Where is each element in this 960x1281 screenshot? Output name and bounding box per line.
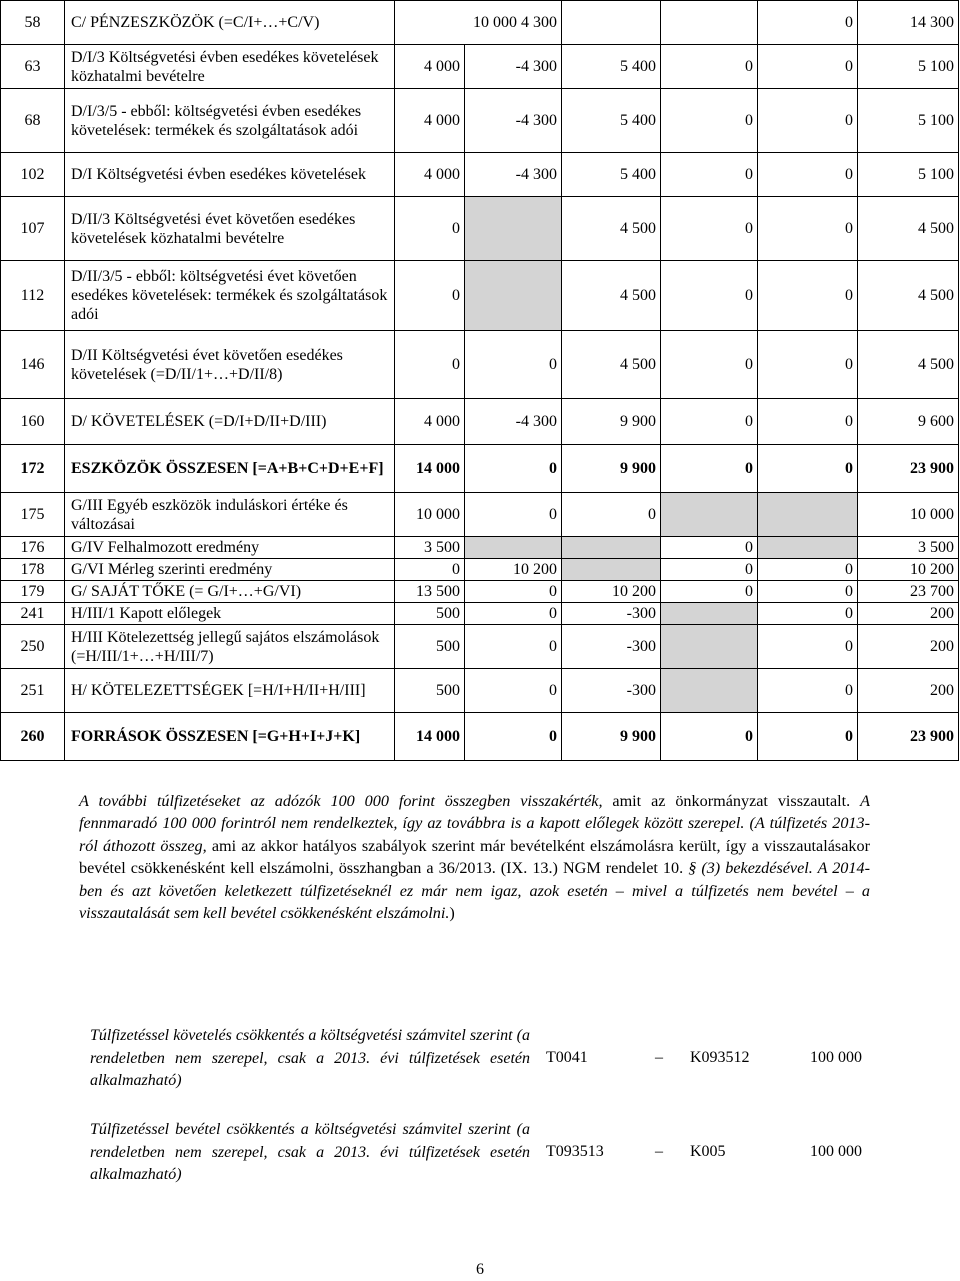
shaded-cell	[562, 537, 661, 559]
value-cell: -4 300	[465, 45, 562, 89]
value-cell: 14 300	[858, 1, 959, 45]
value-cell: 0	[758, 603, 858, 625]
value-cell: 0	[661, 399, 758, 445]
value-cell: 9 600	[858, 399, 959, 445]
table-row	[1, 89, 959, 153]
value-cell: 10 200	[562, 581, 661, 603]
row-label: D/II/3/5 - ebből: költségvetési évet követően esedékes követelések: termékek és szolgáltatások adói	[65, 261, 395, 331]
table-row	[1, 559, 959, 581]
value-cell: 0	[661, 89, 758, 153]
row-code: 58	[1, 1, 65, 45]
table-row	[1, 153, 959, 197]
posting-amount: 100 000	[810, 1143, 862, 1160]
row-code: 179	[1, 581, 65, 603]
value-cell: 3 500	[395, 537, 465, 559]
value-cell: 0	[661, 713, 758, 761]
value-cell: 0	[758, 559, 858, 581]
value-cell: 13 500	[395, 581, 465, 603]
value-cell: 4 500	[562, 261, 661, 331]
value-cell: 0	[395, 559, 465, 581]
paragraph-segment: A 2014-ben és azt követően keletkezett túlfizetéseknél ez már nem igaz, azok esetén – mivel a túlfizetés nem bevétel – a visszautalását sem kell bevétel csökkenésként elszámolni.	[79, 859, 870, 923]
table-row	[1, 581, 959, 603]
paragraph-segment: ami az akkor hatályos szabályok szerint már bevételként elszámolásra került, így a visszautalásakor bevétel csökkenésként kell elszámolni, összhangban a 36/2013. (IX. 13.) NGM rendelet 10.	[79, 836, 870, 878]
shaded-cell	[661, 603, 758, 625]
shaded-cell	[465, 537, 562, 559]
row-label: G/ SAJÁT TŐKE (= G/I+…+G/VI)	[65, 581, 395, 603]
value-cell: 4 500	[858, 331, 959, 399]
table-row	[1, 45, 959, 89]
value-cell: 4 500	[562, 331, 661, 399]
table-row	[1, 261, 959, 331]
value-cell: 0	[758, 197, 858, 261]
value-cell: 5 400	[562, 153, 661, 197]
value-cell	[661, 1, 758, 45]
row-code: 260	[1, 713, 65, 761]
value-cell: 0	[661, 45, 758, 89]
row-code: 176	[1, 537, 65, 559]
value-cell: 0	[465, 625, 562, 669]
row-code: 112	[1, 261, 65, 331]
row-label: FORRÁSOK ÖSSZESEN [=G+H+I+J+K]	[65, 713, 395, 761]
dash: –	[655, 1143, 663, 1160]
value-cell: 0	[758, 89, 858, 153]
row-label: G/III Egyéb eszközök induláskori értéke és változásai	[65, 493, 395, 537]
value-cell: -300	[562, 669, 661, 713]
row-code: 146	[1, 331, 65, 399]
value-cell: 10 200	[465, 559, 562, 581]
row-label: G/IV Felhalmozott eredmény	[65, 537, 395, 559]
value-cell: 0	[758, 625, 858, 669]
row-label: D/I Költségvetési évben esedékes követelések	[65, 153, 395, 197]
value-cell: 0	[758, 1, 858, 45]
debit-account: T0041	[546, 1049, 588, 1066]
value-cell: 0	[758, 581, 858, 603]
value-cell	[562, 1, 661, 45]
row-code: 102	[1, 153, 65, 197]
value-cell: 0	[465, 713, 562, 761]
row-code: 178	[1, 559, 65, 581]
value-cell: 200	[858, 625, 959, 669]
value-cell: 0	[661, 581, 758, 603]
shaded-cell	[661, 625, 758, 669]
value-cell: 0	[465, 669, 562, 713]
value-cell: 0	[661, 153, 758, 197]
posting-amount: 100 000	[810, 1049, 862, 1066]
shaded-cell	[562, 559, 661, 581]
credit-account: K093512	[690, 1049, 750, 1066]
value-cell: 500	[395, 625, 465, 669]
table-row	[1, 1, 959, 45]
value-cell: 0	[661, 559, 758, 581]
value-cell: 4 000	[395, 399, 465, 445]
value-cell: 5 400	[562, 89, 661, 153]
value-cell: 0	[661, 537, 758, 559]
row-label: C/ PÉNZESZKÖZÖK (=C/I+…+C/V)	[65, 1, 395, 45]
value-cell: 0	[661, 445, 758, 493]
table-row	[1, 603, 959, 625]
value-cell: 200	[858, 669, 959, 713]
paragraph-segment: A fennmaradó 100 000 forintról nem rendelkeztek, így az továbbra is a kapott előlegek között szerepel. (A túlfizetés 2013-ról áthozott összeg,	[79, 792, 870, 855]
row-label: H/III Kötelezettség jellegű sajátos elszámolások (=H/III/1+…+H/III/7)	[65, 625, 395, 669]
row-code: 63	[1, 45, 65, 89]
shaded-cell	[758, 537, 858, 559]
value-cell: 5 100	[858, 153, 959, 197]
value-cell: 0	[661, 331, 758, 399]
paragraph-segment: amit az önkormányzat visszautalt.	[612, 792, 861, 810]
value-cell: 4 000	[395, 89, 465, 153]
paragraph-segment: A további túlfizetéseket az adózók 100 000 forint összegben visszakérték,	[79, 792, 613, 810]
table-row	[1, 399, 959, 445]
shaded-cell	[465, 197, 562, 261]
row-code: 241	[1, 603, 65, 625]
value-cell: -4 300	[465, 89, 562, 153]
row-label: D/ KÖVETELÉSEK (=D/I+D/II+D/III)	[65, 399, 395, 445]
table-row	[1, 625, 959, 669]
value-cell: 200	[858, 603, 959, 625]
row-code: 172	[1, 445, 65, 493]
row-code: 68	[1, 89, 65, 153]
value-cell: 23 700	[858, 581, 959, 603]
value-cell: -300	[562, 603, 661, 625]
value-cell: 0	[395, 197, 465, 261]
value-cell: 0	[465, 581, 562, 603]
table-row	[1, 197, 959, 261]
value-cell: 10 000	[858, 493, 959, 537]
row-code: 250	[1, 625, 65, 669]
table-row	[1, 669, 959, 713]
value-cell: -4 300	[465, 153, 562, 197]
value-cell: 0	[465, 331, 562, 399]
dash: –	[655, 1049, 663, 1066]
value-cell: 0	[758, 261, 858, 331]
row-label: D/II Költségvetési évet követően esedékes követelések (=D/II/1+…+D/II/8)	[65, 331, 395, 399]
paragraph-segment: § (3) bekezdésével.	[688, 859, 818, 878]
value-cell: 4 000	[395, 153, 465, 197]
value-cell: 14 000	[395, 445, 465, 493]
value-cell: 4 500	[858, 261, 959, 331]
row-code: 160	[1, 399, 65, 445]
page-number: 6	[476, 1261, 484, 1278]
value-cell: 0	[758, 331, 858, 399]
value-cell: 0	[562, 493, 661, 537]
value-cell: -300	[562, 625, 661, 669]
value-cell: 0	[395, 261, 465, 331]
value-cell: -4 300	[465, 399, 562, 445]
value-cell: 0	[661, 197, 758, 261]
value-cell: 0	[758, 713, 858, 761]
table-row	[1, 493, 959, 537]
note-paragraph	[79, 790, 870, 924]
value-cell: 5 100	[858, 45, 959, 89]
value-cell: 0	[661, 261, 758, 331]
posting-description: Túlfizetéssel bevétel csökkentés a költségvetési számvitel szerint (a rendeletben nem szerepel, csak a 2013. évi túlfizetések esetén alkalmazható)	[90, 1121, 530, 1183]
value-cell: 0	[758, 45, 858, 89]
value-cell: 0	[758, 153, 858, 197]
value-cell: 3 500	[858, 537, 959, 559]
value-cell: 23 900	[858, 713, 959, 761]
value-cell: 9 900	[562, 399, 661, 445]
value-cell: 0	[395, 331, 465, 399]
value-cell: 500	[395, 669, 465, 713]
credit-account: K005	[690, 1143, 726, 1160]
table-row	[1, 331, 959, 399]
value-cell: 10 000 4 300	[395, 1, 562, 45]
value-cell: 14 000	[395, 713, 465, 761]
value-cell: 5 400	[562, 45, 661, 89]
value-cell: 9 900	[562, 713, 661, 761]
value-cell: 0	[465, 603, 562, 625]
value-cell: 9 900	[562, 445, 661, 493]
value-cell: 0	[758, 445, 858, 493]
debit-account: T093513	[546, 1143, 604, 1160]
shaded-cell	[758, 493, 858, 537]
table-row	[1, 537, 959, 559]
row-label: ESZKÖZÖK ÖSSZESEN [=A+B+C+D+E+F]	[65, 445, 395, 493]
value-cell: 5 100	[858, 89, 959, 153]
table-row	[1, 713, 959, 761]
paragraph-segment: )	[449, 904, 455, 923]
value-cell: 23 900	[858, 445, 959, 493]
value-cell: 0	[758, 399, 858, 445]
value-cell: 0	[465, 493, 562, 537]
row-code: 175	[1, 493, 65, 537]
row-label: G/VI Mérleg szerinti eredmény	[65, 559, 395, 581]
row-label: D/I/3/5 - ebből: költségvetési évben esedékes követelések: termékek és szolgáltatások adói	[65, 89, 395, 153]
value-cell: 0	[758, 669, 858, 713]
shaded-cell	[465, 261, 562, 331]
value-cell: 10 000	[395, 493, 465, 537]
row-label: D/I/3 Költségvetési évben esedékes követelések közhatalmi bevételre	[65, 45, 395, 89]
shaded-cell	[661, 669, 758, 713]
value-cell: 500	[395, 603, 465, 625]
shaded-cell	[661, 493, 758, 537]
posting-description: Túlfizetéssel követelés csökkentés a költségvetési számvitel szerint (a rendeletben nem szerepel, csak a 2013. évi túlfizetések esetén alkalmazható)	[90, 1027, 530, 1089]
row-label: H/III/1 Kapott előlegek	[65, 603, 395, 625]
row-code: 251	[1, 669, 65, 713]
value-cell: 4 500	[858, 197, 959, 261]
value-cell: 4 500	[562, 197, 661, 261]
value-cell: 10 200	[858, 559, 959, 581]
value-cell: 4 000	[395, 45, 465, 89]
value-cell: 0	[465, 445, 562, 493]
row-label: H/ KÖTELEZETTSÉGEK [=H/I+H/II+H/III]	[65, 669, 395, 713]
table-row	[1, 445, 959, 493]
row-label: D/II/3 Költségvetési évet követően esedékes követelések közhatalmi bevételre	[65, 197, 395, 261]
row-code: 107	[1, 197, 65, 261]
